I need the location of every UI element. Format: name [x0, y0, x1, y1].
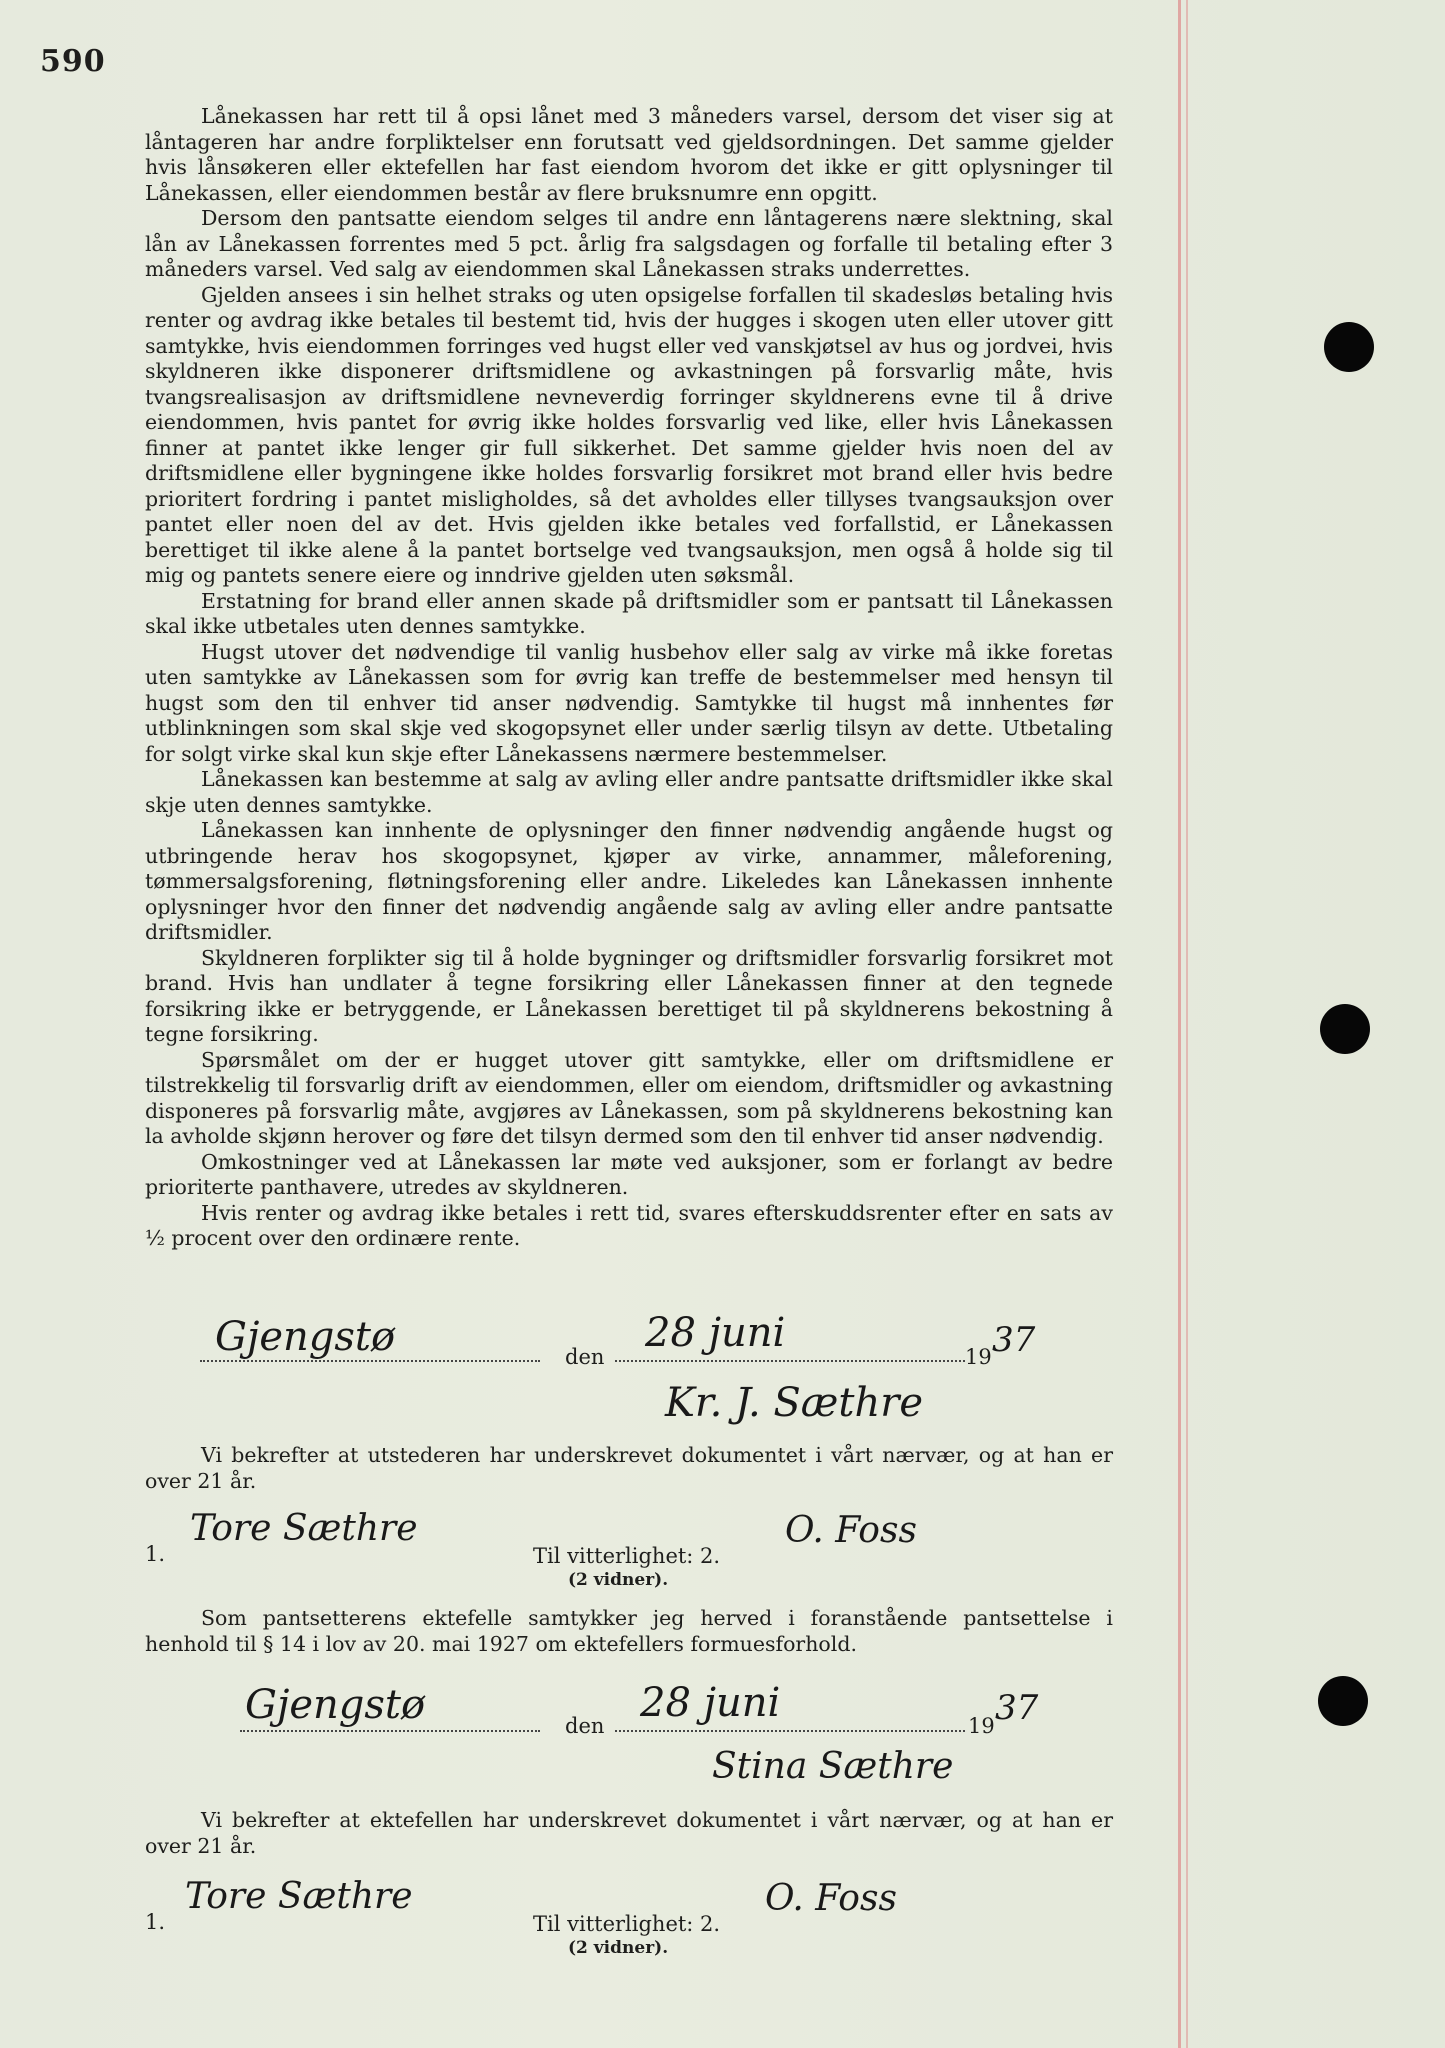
witness2-signature: O. Foss	[785, 1510, 917, 1551]
year-prefix: 19	[968, 1714, 995, 1738]
place-line	[240, 1730, 540, 1732]
paragraph: Erstatning for brand eller annen skade på driftsmidler som er pantsatt til Lånekassen skal ikke utbetales uten dennes samtykke.	[145, 588, 1113, 638]
den-label: den	[565, 1345, 605, 1369]
date-handwritten: 28 juni	[640, 1680, 781, 1726]
punch-hole	[1324, 322, 1374, 372]
witness-statement: Vi bekrefter at ektefellen har underskrevet dokumentet i vårt nærvær, og at han er over 21 år.	[145, 1808, 1113, 1858]
paragraph: Spørsmålet om der er hugget utover gitt samtykke, eller om driftsmidlene er tilstrekkelig til forsvarlig drift av eiendommen, eller om eiendom, driftsmidler og avkastning disponeres på forsvarlig måte, avgjøres av Lånekassen, som på skyldnerens bekostning kan la avholde skjønn herover og føre det tilsyn dermed som den til enhver tid anser nødvendig.	[145, 1047, 1113, 1148]
date-handwritten: 28 juni	[645, 1310, 786, 1356]
punch-hole	[1320, 1004, 1370, 1054]
vidner-label: (2 vidner).	[568, 1570, 669, 1590]
paragraph: Hugst utover det nødvendige til vanlig husbehov eller salg av virke må ikke foretas uten samtykke av Lånekassen som for øvrig kan treffe de bestemmelser med hensyn til hugst som den til enhver tid anser nødvendig. Samtykke til hugst må innhentes før utblinkningen som skal skje ved skogopsynet eller under særlig tilsyn av dette. Utbetaling for solgt virke skal kun skje efter Lånekassens nærmere bestemmelser.	[145, 639, 1113, 766]
paragraph: Lånekassen kan bestemme at salg av avling eller andre pantsatte driftsmidler ikke skal skje uten dennes samtykke.	[145, 767, 1113, 817]
paragraph: Lånekassen kan innhente de oplysninger den finner nødvendig angående hugst og utbringende herav hos skogopsynet, kjøper av virke, annammer, måleforening, tømmersalgsforening, fløtningsforening eller andre. Likeledes kan Lånekassen innhente oplysninger hvor den finner det nødvendig angående salg av avling eller andre pantsatte driftsmidler.	[145, 818, 1113, 944]
witness1-number: 1.	[145, 1910, 166, 1934]
year-handwritten: 37	[992, 1320, 1036, 1360]
signature: Kr. J. Sæthre	[665, 1380, 924, 1426]
signature: Stina Sæthre	[712, 1746, 954, 1787]
witness-statement: Vi bekrefter at utstederen har underskrevet dokumentet i vårt nærvær, og at han er over 21 år.	[145, 1443, 1113, 1493]
paragraph: Hvis renter og avdrag ikke betales i rett tid, svares efterskuddsrenter efter en sats av ½ procent over den ordinære rente.	[145, 1200, 1113, 1250]
place-handwritten: Gjengstø	[215, 1314, 396, 1360]
year-prefix: 19	[965, 1345, 992, 1369]
witness1-signature: Tore Sæthre	[190, 1508, 418, 1549]
margin-line-secondary	[1186, 0, 1188, 2048]
page-number: 590	[40, 44, 106, 79]
paragraph: Omkostninger ved at Lånekassen lar møte ved auksjoner, som er forlangt av bedre prioriterte panthavere, utredes av skyldneren.	[145, 1149, 1113, 1199]
place-line	[200, 1360, 540, 1362]
paragraph: Dersom den pantsatte eiendom selges til andre enn låntagerens nære slektning, skal lån av Lånekassen forrentes med 5 pct. årlig fra salgsdagen og forfalle til betaling efter 3 måneders varsel. Ved salg av eiendommen skal Lånekassen straks underrettes.	[145, 206, 1113, 281]
witness2-signature: O. Foss	[765, 1878, 897, 1919]
witness1-signature: Tore Sæthre	[185, 1876, 413, 1917]
vidner-label: (2 vidner).	[568, 1938, 669, 1958]
den-label: den	[565, 1714, 605, 1738]
date-line	[615, 1360, 965, 1362]
til-vitterlighet-label: Til vitterlighet: 2.	[533, 1544, 721, 1568]
spouse-consent: Som pantsetterens ektefelle samtykker jeg herved i foranstående pantsettelse i henhold til § 14 i lov av 20. mai 1927 om ektefellers formuesforhold.	[145, 1606, 1113, 1656]
year-handwritten: 37	[995, 1688, 1039, 1728]
punch-hole	[1318, 1676, 1368, 1726]
paragraph: Lånekassen har rett til å opsi lånet med 3 måneders varsel, dersom det viser sig at låntageren har andre forpliktelser enn forutsatt ved gjeldsordningen. Det samme gjelder hvis lånsøkeren eller ektefellen har fast eiendom hvorom det ikke er gitt oplysninger til Lånekassen, eller eiendommen består av flere bruksnumre enn opgitt.	[145, 104, 1113, 205]
date-line	[615, 1730, 965, 1732]
witness1-number: 1.	[145, 1542, 166, 1566]
paragraph: Gjelden ansees i sin helhet straks og uten opsigelse forfallen til skadesløs betaling hvis renter og avdrag ikke betales til bestemt tid, hvis der hugges i skogen uten eller utover gitt samtykke, hvis eiendommen forringes ved hugst eller ved vanskjøtsel av hus og jordvei, hvis skyldneren ikke disponerer driftsmidlene og avkastningen på forsvarlig måte, hvis tvangsrealisasjon av driftsmidlene nevneverdig forringer skyldnerens evne til å drive eiendommen, hvis pantet for øvrig ikke holdes forsvarlig ved like, eller hvis Lånekassen finner at pantet ikke lenger gir full sikkerhet. Det samme gjelder hvis noen del av driftsmidlene eller bygningene ikke holdes forsvarlig forsikret mot brand eller hvis bedre prioritert fordring i pantet misligholdes, så det avholdes eller tillyses tvangsauksjon over pantet eller noen del av det. Hvis gjelden ikke betales ved forfallstid, er Lånekassen berettiget til ikke alene å la pantet bortselge ved tvangsauksjon, men også å holde sig til mig og pantets senere eiere og inndrive gjelden uten søksmål.	[145, 282, 1113, 587]
til-vitterlighet-label: Til vitterlighet: 2.	[533, 1912, 721, 1936]
margin-line	[1178, 0, 1181, 2048]
paragraph: Skyldneren forplikter sig til å holde bygninger og driftsmidler forsvarlig forsikret mot brand. Hvis han undlater å tegne forsikring eller Lånekassen finner at den tegnede forsikring ikke er betryggende, er Lånekassen berettiget til på skyldnerens bekostning å tegne forsikring.	[145, 945, 1113, 1046]
main-text	[145, 104, 1113, 1252]
place-handwritten: Gjengstø	[245, 1682, 426, 1728]
